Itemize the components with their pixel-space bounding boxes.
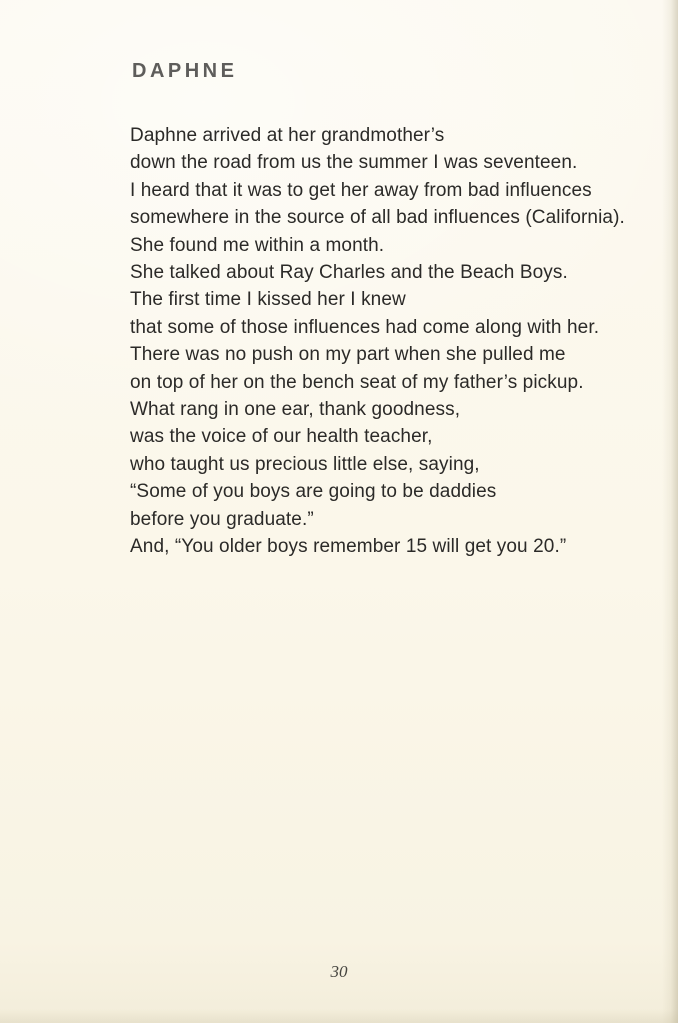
poem-line: There was no push on my part when she pulled me	[130, 344, 566, 366]
poem-line: down the road from us the summer I was seventeen.	[130, 152, 578, 174]
poem-line: before you graduate.”	[130, 508, 314, 530]
poem-line: was the voice of our health teacher,	[130, 426, 433, 448]
poem-line: who taught us precious little else, saying,	[130, 453, 480, 475]
page-edge-shadow-right	[662, 0, 678, 1023]
poem-line: somewhere in the source of all bad influences (California).	[130, 207, 625, 229]
poem-line: I heard that it was to get her away from bad influences	[130, 179, 592, 201]
poem-line: She found me within a month.	[130, 234, 385, 256]
page-number: 30	[330, 962, 348, 981]
poem-line: “Some of you boys are going to be daddies	[130, 481, 497, 503]
poem-line: Daphne arrived at her grandmother’s	[130, 125, 445, 146]
poem-title: DAPHNE	[132, 60, 238, 82]
poem-line: What rang in one ear, thank goodness,	[130, 399, 461, 421]
poem-body	[130, 122, 650, 561]
poem-line: And, “You older boys remember 15 will get you 20.”	[130, 536, 567, 558]
poem-line: She talked about Ray Charles and the Beach Boys.	[130, 262, 568, 284]
page-edge-shadow-bottom	[0, 1009, 678, 1023]
poem-line: that some of those influences had come along with her.	[130, 316, 600, 338]
poem-line: on top of her on the bench seat of my father’s pickup.	[130, 371, 584, 393]
poem-line: The first time I kissed her I knew	[130, 289, 406, 311]
